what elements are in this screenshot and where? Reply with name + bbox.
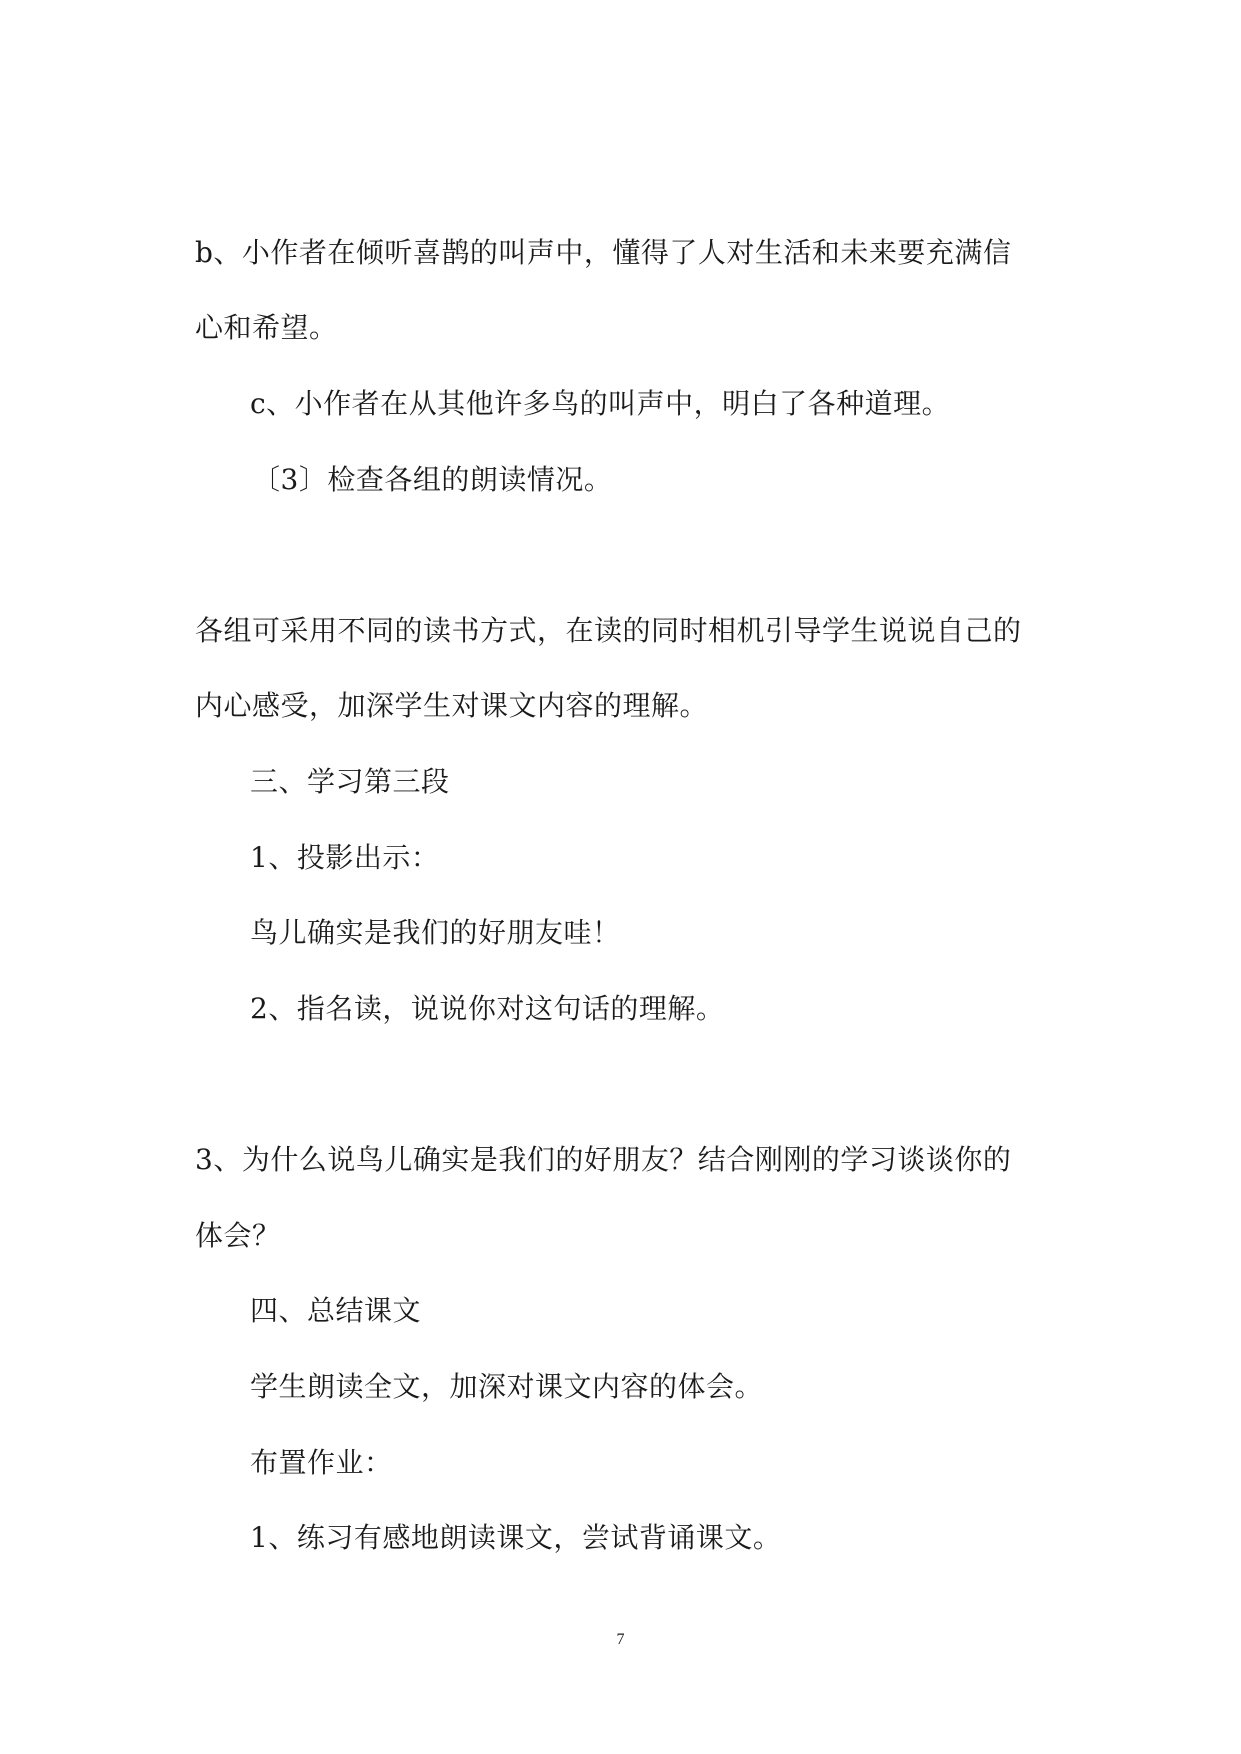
paragraph-line: 1、投影出示： bbox=[250, 841, 440, 874]
paragraph-line: 布置作业： bbox=[250, 1446, 393, 1479]
paragraph-line: 2、指名读，说说你对这句话的理解。 bbox=[250, 992, 725, 1025]
paragraph-line: 1、练习有感地朗读课文，尝试背诵课文。 bbox=[250, 1521, 782, 1554]
paragraph-line: 鸟儿确实是我们的好朋友哇！ bbox=[250, 916, 621, 949]
paragraph-line: 学生朗读全文，加深对课文内容的体会。 bbox=[250, 1370, 764, 1403]
paragraph-line: 3、为什么说鸟儿确实是我们的好朋友？结合刚刚的学习谈谈你的 bbox=[195, 1143, 1012, 1176]
paragraph-line: b、小作者在倾听喜鹊的叫声中，懂得了人对生活和未来要充满信 bbox=[195, 236, 1012, 269]
paragraph-line: 各组可采用不同的读书方式，在读的同时相机引导学生说说自己的 bbox=[195, 614, 1022, 647]
paragraph-line: c、小作者在从其他许多鸟的叫声中，明白了各种道理。 bbox=[250, 387, 951, 420]
page-number: 7 bbox=[616, 1631, 625, 1648]
paragraph-line: 心和希望。 bbox=[195, 311, 338, 344]
section-heading: 三、学习第三段 bbox=[250, 765, 450, 798]
paragraph-line: 内心感受，加深学生对课文内容的理解。 bbox=[195, 689, 709, 722]
paragraph-line: 〔3〕检查各组的朗读情况。 bbox=[252, 463, 613, 496]
paragraph-line: 体会？ bbox=[195, 1219, 281, 1252]
section-heading: 四、总结课文 bbox=[250, 1294, 422, 1327]
